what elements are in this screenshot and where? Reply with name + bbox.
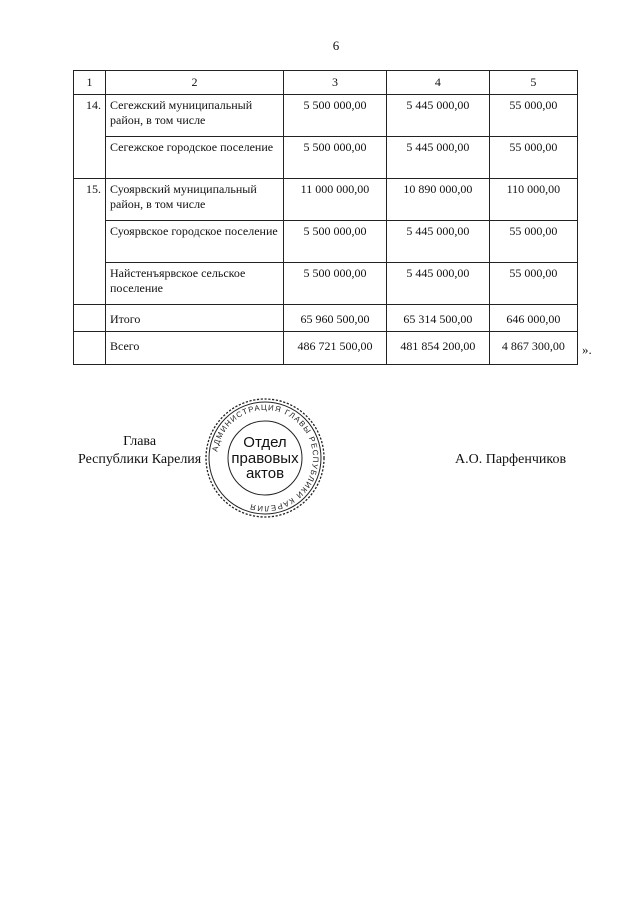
row-col-3: 5 500 000,00 bbox=[284, 221, 387, 263]
row-col-4: 65 314 500,00 bbox=[386, 305, 489, 332]
row-number bbox=[74, 221, 106, 263]
table-row bbox=[74, 137, 578, 179]
signatory-title-line2: Республики Карелия bbox=[78, 452, 202, 467]
row-col-5: 55 000,00 bbox=[489, 95, 577, 137]
signatory-title bbox=[78, 433, 201, 469]
row-col-3: 5 500 000,00 bbox=[284, 137, 387, 179]
table-row bbox=[74, 263, 578, 305]
row-col-5: 55 000,00 bbox=[489, 263, 577, 305]
page-number: 6 bbox=[332, 38, 340, 53]
row-name: Всего bbox=[106, 332, 284, 365]
row-number: 15. bbox=[74, 179, 106, 221]
row-number bbox=[74, 263, 106, 305]
row-name: Суоярвский муниципальный район, в том числе bbox=[106, 179, 284, 221]
table-row bbox=[74, 95, 578, 137]
row-col-4: 10 890 000,00 bbox=[386, 179, 489, 221]
row-col-5: 110 000,00 bbox=[489, 179, 577, 221]
row-col-3: 486 721 500,00 bbox=[284, 332, 387, 365]
row-col-4: 481 854 200,00 bbox=[386, 332, 489, 365]
stamp-ring-text: АДМИНИСТРАЦИЯ ГЛАВЫ РЕСПУБЛИКИ КАРЕЛИЯ bbox=[210, 402, 321, 514]
header-col-4: 4 bbox=[386, 71, 489, 95]
row-col-3: 5 500 000,00 bbox=[284, 95, 387, 137]
header-col-5: 5 bbox=[489, 71, 577, 95]
row-col-5: 55 000,00 bbox=[489, 137, 577, 179]
stamp-center-line1: Отдел bbox=[243, 434, 287, 451]
row-name: Сегежский муниципальный район, в том числе bbox=[106, 95, 284, 137]
closing-quote: ». bbox=[582, 342, 592, 357]
table-row-subtotal bbox=[74, 305, 578, 332]
row-col-4: 5 445 000,00 bbox=[386, 221, 489, 263]
header-col-1: 1 bbox=[74, 71, 106, 95]
stamp-center-line3: актов bbox=[245, 465, 285, 482]
row-name: Суоярвское городское поселение bbox=[106, 221, 284, 263]
header-col-3: 3 bbox=[284, 71, 387, 95]
row-number bbox=[74, 332, 106, 365]
signatory-title-line1: Глава bbox=[123, 434, 157, 449]
signatory-name: А.О. Парфенчиков bbox=[455, 452, 567, 467]
row-number bbox=[74, 305, 106, 332]
table-row-total bbox=[74, 332, 578, 365]
official-stamp bbox=[204, 397, 326, 519]
row-col-4: 5 445 000,00 bbox=[386, 263, 489, 305]
row-col-3: 11 000 000,00 bbox=[284, 179, 387, 221]
budget-table bbox=[73, 70, 578, 365]
row-col-5: 55 000,00 bbox=[489, 221, 577, 263]
row-col-3: 5 500 000,00 bbox=[284, 263, 387, 305]
row-name: Найстенъярвское сельское поселение bbox=[106, 263, 284, 305]
row-number: 14. bbox=[74, 95, 106, 137]
row-number bbox=[74, 137, 106, 179]
row-col-4: 5 445 000,00 bbox=[386, 137, 489, 179]
row-col-3: 65 960 500,00 bbox=[284, 305, 387, 332]
table-header-row bbox=[74, 71, 578, 95]
row-col-4: 5 445 000,00 bbox=[386, 95, 489, 137]
table-row bbox=[74, 179, 578, 221]
row-name: Сегежское городское поселение bbox=[106, 137, 284, 179]
table-row bbox=[74, 221, 578, 263]
row-col-5: 4 867 300,00 bbox=[489, 332, 577, 365]
row-col-5: 646 000,00 bbox=[489, 305, 577, 332]
stamp-center-line2: правовых bbox=[231, 450, 299, 467]
row-name: Итого bbox=[106, 305, 284, 332]
header-col-2: 2 bbox=[106, 71, 284, 95]
